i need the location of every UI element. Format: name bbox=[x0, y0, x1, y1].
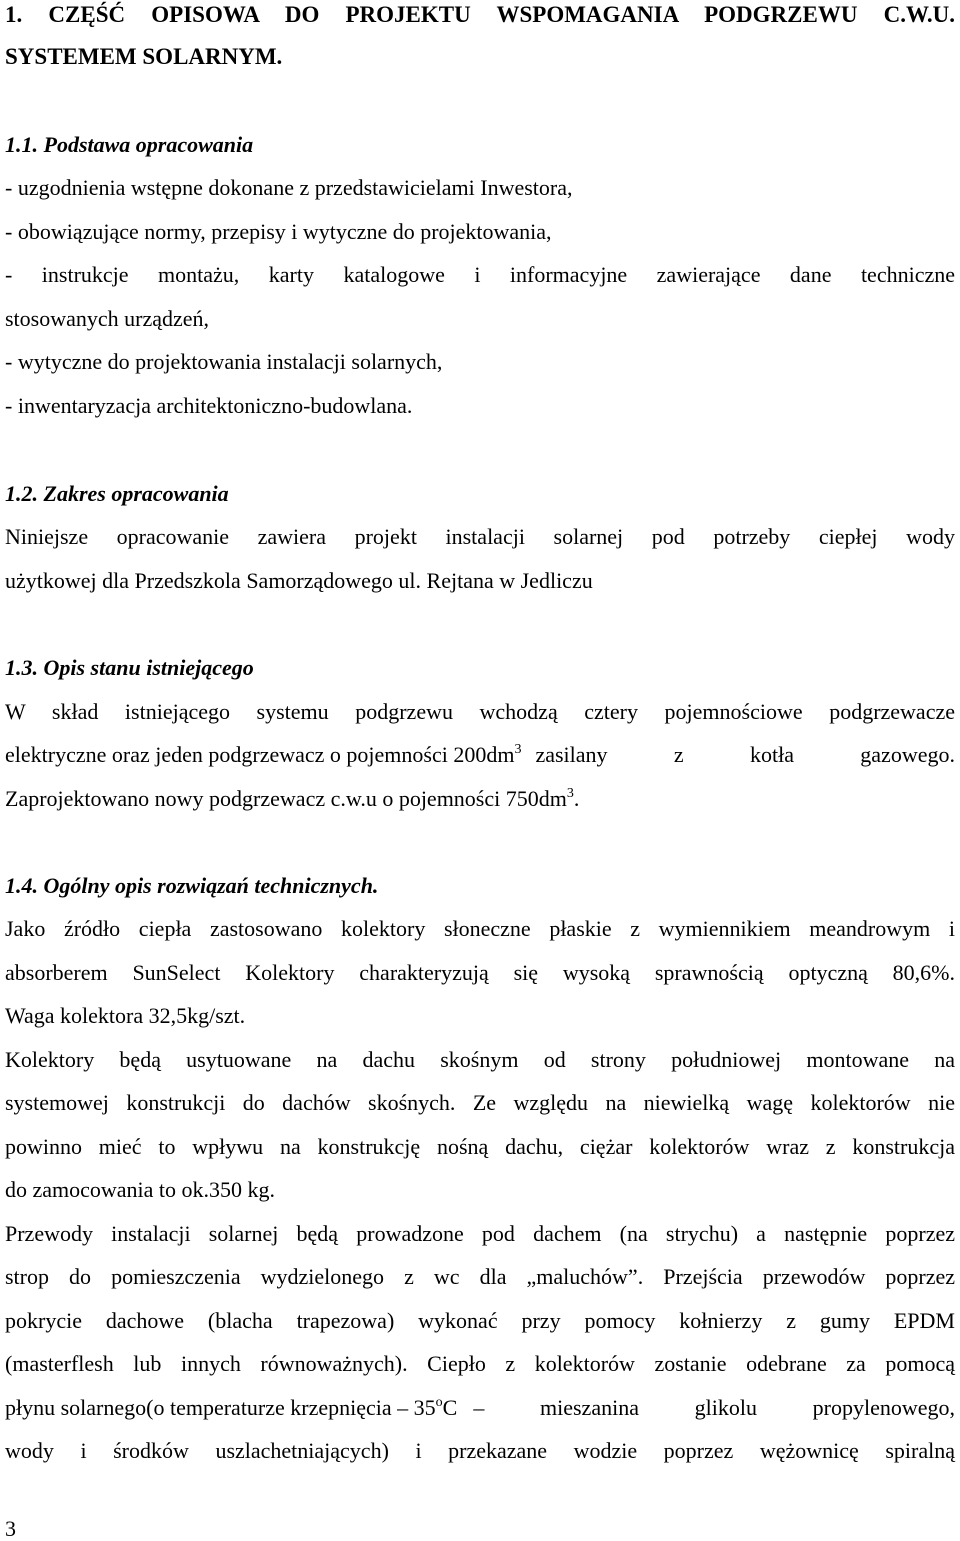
paragraph-line: Niniejsze opracowanie zawiera projekt instalacji solarnej pod potrzeby ciepłej wody bbox=[5, 524, 955, 549]
superscript: 3 bbox=[566, 786, 574, 801]
page-number: 3 bbox=[5, 1516, 16, 1541]
text-fragment: Zaprojektowano nowy podgrzewacz c.w.u o pojemności 750dm bbox=[5, 786, 567, 811]
paragraph-line: strop do pomieszczenia wydzielonego z wc dla „maluchów”. Przejścia przewodów poprzez bbox=[5, 1264, 955, 1289]
paragraph-line: Przewody instalacji solarnej będą prowadzone pod dachem (na strychu) a następnie poprzez bbox=[5, 1221, 955, 1246]
text-fragment: zasilany z kotła gazowego. bbox=[535, 742, 955, 767]
list-item: - obowiązujące normy, przepisy i wytyczne do projektowania, bbox=[5, 219, 552, 244]
paragraph-line: wody i środków uszlachetniających) i przekazane wodzie poprzez wężownicę spiralną bbox=[5, 1438, 955, 1463]
text-fragment: płynu solarnego(o temperaturze krzepnięcia – 35$^o$C bbox=[5, 1395, 458, 1420]
paragraph-line-with-superscript bbox=[5, 740, 955, 770]
list-item: - instrukcje montażu, karty katalogowe i informacyjne zawierające dane techniczne bbox=[5, 262, 955, 287]
list-item-continuation: stosowanych urządzeń, bbox=[5, 306, 210, 331]
paragraph-line: użytkowej dla Przedszkola Samorządowego ul. Rejtana w Jedliczu bbox=[5, 568, 593, 593]
paragraph-line: do zamocowania to ok.350 kg. bbox=[5, 1177, 276, 1202]
superscript: 3 bbox=[514, 742, 522, 757]
text-fragment: . bbox=[573, 786, 580, 811]
text-fragment: elektryczne oraz jeden podgrzewacz o pojemności $200dm^3$ bbox=[5, 742, 522, 767]
paragraph-line-with-superscript bbox=[5, 1393, 955, 1423]
paragraph-line: W skład istniejącego systemu podgrzewu wchodzą cztery pojemnościowe podgrzewacze bbox=[5, 699, 955, 724]
list-item: - uzgodnienia wstępne dokonane z przedstawicielami Inwestora, bbox=[5, 175, 573, 200]
paragraph-line: powinno mieć to wpływu na konstrukcję nośną dachu, ciężar kolektorów wraz z konstrukcja bbox=[5, 1134, 955, 1159]
section-heading-1-2: 1.2. Zakres opracowania bbox=[5, 481, 229, 506]
superscript: o bbox=[435, 1395, 443, 1410]
section-heading-1-1: 1.1. Podstawa opracowania bbox=[5, 132, 254, 157]
paragraph-line: Kolektory będą usytuowane na dachu skośnym od strony południowej montowane na bbox=[5, 1047, 955, 1072]
paragraph-line: pokrycie dachowe (blacha trapezowa) wykonać przy pomocy kołnierzy z gumy EPDM bbox=[5, 1308, 955, 1333]
paragraph-line-with-superscript bbox=[5, 784, 579, 814]
document-title-line-1: 1. CZĘŚĆ OPISOWA DO PROJEKTU WSPOMAGANIA PODGRZEWU C.W.U. bbox=[5, 2, 955, 27]
paragraph-line: Jako źródło ciepła zastosowano kolektory słoneczne płaskie z wymiennikiem meandrowym i bbox=[5, 916, 955, 941]
paragraph-line: absorberem SunSelect Kolektory charakteryzują się wysoką sprawnością optyczną 80,6%. bbox=[5, 960, 955, 985]
list-item: - inwentaryzacja architektoniczno-budowlana. bbox=[5, 393, 413, 418]
section-heading-1-3: 1.3. Opis stanu istniejącego bbox=[5, 655, 254, 680]
paragraph-line: systemowej konstrukcji do dachów skośnych. Ze względu na niewielką wagę kolektorów nie bbox=[5, 1090, 955, 1115]
section-heading-1-4: 1.4. Ogólny opis rozwiązań technicznych. bbox=[5, 873, 379, 898]
list-item: - wytyczne do projektowania instalacji solarnych, bbox=[5, 349, 443, 374]
paragraph-line: (masterflesh lub innych równoważnych). Ciepło z kolektorów zostanie odebrane za pomocą bbox=[5, 1351, 955, 1376]
text-fragment: – mieszanina glikolu propylenowego, bbox=[473, 1395, 955, 1420]
document-title-line-2: SYSTEMEM SOLARNYM. bbox=[5, 44, 283, 69]
paragraph-line: Waga kolektora 32,5kg/szt. bbox=[5, 1003, 246, 1028]
